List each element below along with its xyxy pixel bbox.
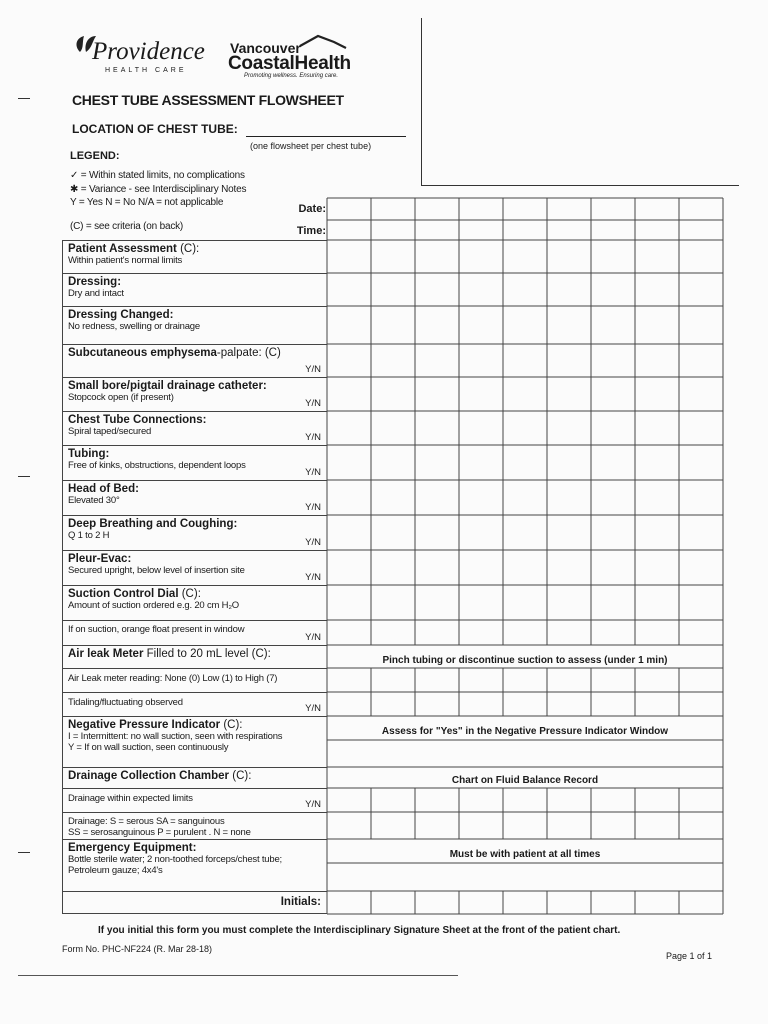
row-detail-2: Petroleum gauze; 4x4's bbox=[68, 865, 163, 876]
time-label: Time: bbox=[296, 225, 326, 237]
binder-mark bbox=[18, 476, 30, 477]
row-detail: Drainage within expected limits bbox=[68, 793, 193, 804]
drainage-note: Chart on Fluid Balance Record bbox=[451, 775, 599, 786]
row-title-text: Head of Bed: bbox=[68, 483, 139, 495]
row-title-text: Drainage Collection Chamber bbox=[68, 770, 230, 782]
vch-tagline: Promoting wellness. Ensuring care. bbox=[244, 73, 339, 79]
row-title-text: Air leak Meter bbox=[68, 648, 144, 660]
row-title-text: Patient Assessment bbox=[68, 243, 177, 255]
row-title-text: Negative Pressure Indicator bbox=[68, 719, 221, 731]
row-detail: Amount of suction ordered e.g. 20 cm H₂O bbox=[68, 600, 239, 611]
date-label: Date: bbox=[298, 203, 326, 215]
assessment-rows bbox=[62, 240, 327, 914]
row-title-suffix: (C): bbox=[220, 719, 243, 731]
binder-mark bbox=[18, 852, 30, 853]
location-note: (one flowsheet per chest tube) bbox=[250, 141, 372, 151]
row-title-text: Chest Tube Connections: bbox=[68, 414, 207, 426]
bottom-rule bbox=[18, 975, 458, 976]
emergency-note: Must be with patient at all times bbox=[449, 849, 601, 860]
legend-line-criteria: (C) = see criteria (on back) bbox=[70, 221, 184, 232]
row-title-text: Subcutaneous emphysema bbox=[68, 347, 217, 359]
row-title-text: Deep Breathing and Coughing: bbox=[68, 518, 238, 530]
yes-no-indicator: Y/N bbox=[305, 364, 321, 375]
row-detail: Dry and intact bbox=[68, 288, 124, 299]
row-title-text: Small bore/pigtail drainage catheter: bbox=[68, 380, 267, 392]
row-detail: Tidaling/fluctuating observed bbox=[68, 697, 183, 708]
row-detail: Secured upright, below level of insertion site bbox=[68, 565, 245, 576]
vch-wordmark-top: Vancouver bbox=[230, 40, 301, 56]
page-number: Page 1 of 1 bbox=[666, 951, 713, 961]
form-number: Form No. PHC-NF224 (R. Mar 28-18) bbox=[62, 944, 213, 954]
row-title-text: Dressing: bbox=[68, 276, 122, 288]
row-detail: Within patient's normal limits bbox=[68, 255, 183, 266]
row-detail-2: SS = serosanguinous P = purulent . N = none bbox=[68, 827, 251, 838]
row-title-text: Dressing Changed: bbox=[68, 309, 174, 321]
negative-pressure-note: Assess for "Yes" in the Negative Pressure Indicator Window bbox=[381, 726, 669, 737]
yes-no-indicator: Y/N bbox=[305, 537, 321, 548]
row-detail: Air Leak meter reading: None (0) Low (1) to High (7) bbox=[68, 673, 278, 684]
providence-wordmark: Providence bbox=[92, 38, 205, 65]
row-title-suffix: Filled to 20 mL level (C): bbox=[143, 648, 271, 660]
row-title-text: Emergency Equipment: bbox=[68, 842, 197, 854]
row-detail: If on suction, orange float present in window bbox=[68, 624, 245, 635]
legend-line-yn: Y = Yes N = No N/A = not applicable bbox=[70, 197, 224, 208]
row-detail: I = Intermittent: no wall suction, seen with respirations bbox=[68, 731, 283, 742]
yes-no-indicator: Y/N bbox=[305, 632, 321, 643]
legend-line-check: ✓ = Within stated limits, no complications bbox=[70, 170, 245, 181]
row-detail: Stopcock open (if present) bbox=[68, 392, 174, 403]
row-title-suffix: -palpate: (C) bbox=[216, 347, 281, 359]
yes-no-indicator: Y/N bbox=[305, 398, 321, 409]
yes-no-indicator: Y/N bbox=[305, 502, 321, 513]
providence-subtitle: HEALTH CARE bbox=[105, 67, 187, 74]
initials-label: Initials: bbox=[280, 896, 321, 908]
row-title-text: Suction Control Dial bbox=[68, 588, 179, 600]
row-detail: Free of kinks, obstructions, dependent loops bbox=[68, 460, 246, 471]
rows-frame bbox=[62, 240, 327, 914]
location-label: LOCATION OF CHEST TUBE: bbox=[72, 122, 238, 136]
form-title: CHEST TUBE ASSESSMENT FLOWSHEET bbox=[72, 92, 344, 108]
row-detail: Spiral taped/secured bbox=[68, 426, 152, 437]
footer-instruction: If you initial this form you must complete the Interdisciplinary Signature Sheet at the front of the patient chart. bbox=[98, 925, 621, 936]
legend-line-variance: ✱ = Variance - see Interdisciplinary Notes bbox=[70, 184, 247, 195]
row-detail-2: Y = If on wall suction, seen continuously bbox=[68, 742, 229, 753]
row-detail: No redness, swelling or drainage bbox=[68, 321, 200, 332]
row-title-suffix: (C): bbox=[178, 588, 201, 600]
row-title-suffix: (C): bbox=[229, 770, 252, 782]
binder-mark bbox=[18, 98, 30, 99]
yes-no-indicator: Y/N bbox=[305, 703, 321, 714]
row-title-text: Tubing: bbox=[68, 448, 110, 460]
row-title-suffix: (C): bbox=[176, 243, 200, 255]
legend-heading: LEGEND: bbox=[70, 150, 120, 162]
air-leak-note: Pinch tubing or discontinue suction to assess (under 1 min) bbox=[382, 655, 668, 666]
yes-no-indicator: Y/N bbox=[305, 467, 321, 478]
row-detail: Elevated 30° bbox=[68, 495, 120, 506]
row-detail: Bottle sterile water; 2 non-toothed forceps/chest tube; bbox=[68, 854, 282, 865]
row-title-text: Pleur-Evac: bbox=[68, 553, 132, 565]
row-detail: Q 1 to 2 H bbox=[68, 530, 110, 541]
vch-wordmark: CoastalHealth bbox=[228, 53, 351, 74]
yes-no-indicator: Y/N bbox=[305, 432, 321, 443]
row-detail: Drainage: S = serous SA = sanguinous bbox=[68, 816, 225, 827]
yes-no-indicator: Y/N bbox=[305, 799, 321, 810]
yes-no-indicator: Y/N bbox=[305, 572, 321, 583]
